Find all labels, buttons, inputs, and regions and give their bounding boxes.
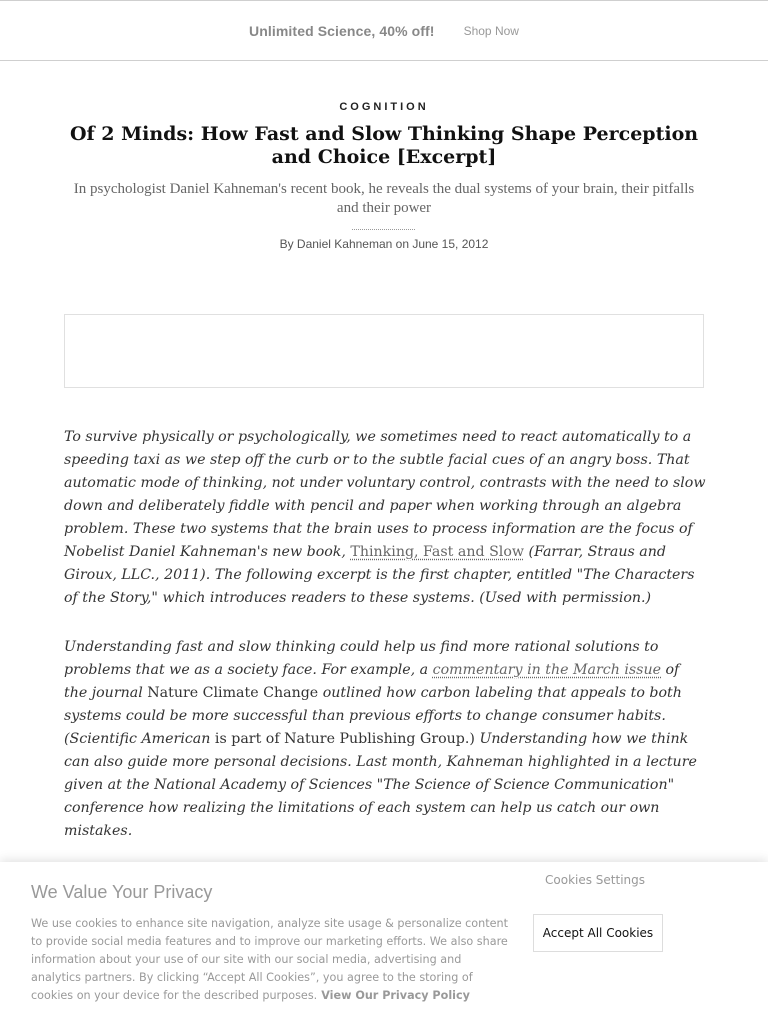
book-link[interactable]: Thinking, Fast and Slow: [350, 544, 525, 560]
cookie-banner: [0, 862, 768, 1024]
commentary-link[interactable]: commentary in the March issue: [432, 662, 661, 678]
cookie-body-text: We use cookies to enhance site navigation, analyze site usage & personalize content to provide social media features and to improve our marketing efforts. We also share information about your use of our site with our social media, advertising and analytics partners. By clicking “Accept All Cookies”, you agree to the storing of cookies on your device for the described purposes.: [31, 917, 508, 1002]
cookie-description: [31, 915, 509, 1005]
promo-text: Unlimited Science, 40% off!: [249, 22, 435, 39]
ad-placeholder: [64, 314, 704, 388]
promo-bar: [0, 0, 768, 61]
article-title: Of 2 Minds: How Fast and Slow Thinking Shape Perception and Choice [Excerpt]: [69, 123, 699, 168]
byline: By Daniel Kahneman on June 15, 2012: [279, 237, 489, 251]
paragraph-text: of the journal: [64, 662, 680, 701]
article-kicker[interactable]: COGNITION: [339, 101, 429, 113]
accept-all-cookies-button[interactable]: Accept All Cookies: [533, 914, 663, 952]
cookie-title: We Value Your Privacy: [31, 882, 213, 902]
paragraph-text: To survive physically or psychologically, we sometimes need to react automatically to a speeding taxi as we step off the curb or to the subtle facial cues of an angry boss. That automatic mode of thinking, not under voluntary control, contrasts with the need to slow down and deliberately fiddle with pencil and paper when working through an algebra problem. These two systems that the brain uses to process information are the focus of Nobelist Daniel Kahneman's new book,: [64, 429, 706, 560]
paragraph-text: outlined how carbon labeling that appeals to both systems could be more successful than previous efforts to change consumer habits. (: [64, 685, 682, 747]
shop-now-link[interactable]: Shop Now: [463, 23, 519, 38]
cookies-settings-button[interactable]: Cookies Settings: [545, 873, 646, 887]
article-paragraph-1: [64, 426, 706, 610]
paragraph-text: (Farrar, Straus and Giroux, LLC., 2011). The following excerpt is the first chapter, entitled "The Characters of the Story," which introduces readers to these systems. (Used with permission.): [64, 544, 695, 606]
magazine-name: Scientific American: [69, 731, 211, 747]
article-paragraph-2: [64, 636, 706, 843]
divider: [352, 229, 415, 230]
article-subtitle: In psychologist Daniel Kahneman's recent book, he reveals the dual systems of your brain, their pitfalls and their power: [73, 181, 695, 216]
privacy-policy-link[interactable]: View Our Privacy Policy: [321, 989, 470, 1002]
paragraph-text: Understanding how we think can also guide more personal decisions. Last month, Kahneman highlighted in a lecture given at the National Academy of Sciences "The Science of Science Communication" conference how realizing the limitations of each system can help us catch our own mistakes.: [64, 731, 697, 839]
paragraph-text: is part of Nature Publishing Group.): [214, 731, 475, 747]
paragraph-text: Understanding fast and slow thinking could help us find more rational solutions to problems that we as a society face. For example, a: [64, 639, 659, 678]
journal-name: Nature Climate Change: [147, 685, 319, 701]
